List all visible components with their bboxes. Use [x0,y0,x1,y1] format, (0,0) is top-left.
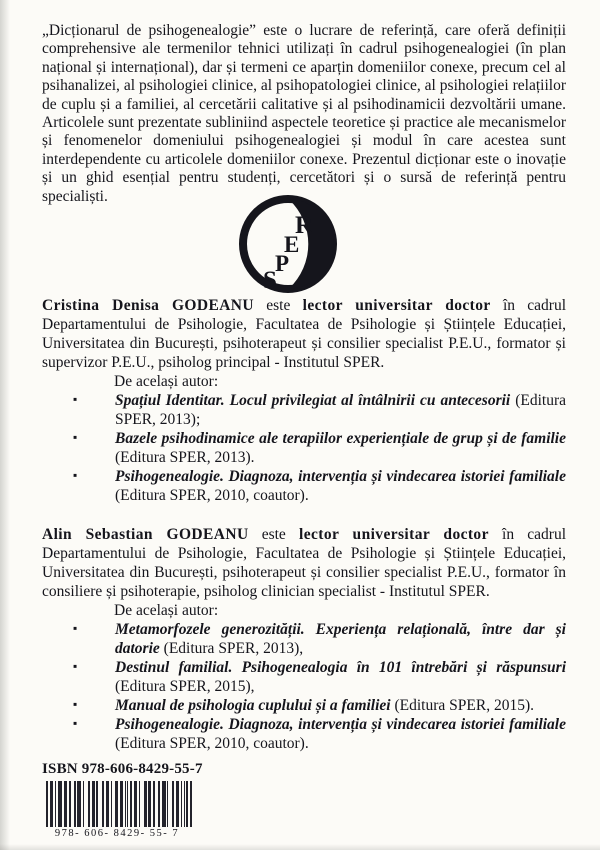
book-publisher: (Editura SPER, 2015), [115,678,255,696]
author-role: lector universitar doctor [299,526,489,544]
book-title: Manual de psihologia cuplului și a familiei [115,697,391,715]
book-publisher: (Editura SPER, 2013); [115,392,567,429]
book-title: Bazele psihodinamice ale terapiilor experiențiale de grup și de familie [115,430,566,448]
book-title: Spațiul Identitar. Locul privilegiat al întâlnirii cu antecesorii [115,392,511,410]
book-item [42,391,566,429]
book-item [42,658,566,696]
book-item [42,429,566,467]
bio-connector: este [261,526,286,544]
isbn-barcode [46,781,192,827]
book-publisher: (Editura SPER, 2013). [115,449,255,467]
book-publisher: (Editura SPER, 2010, coautor). [115,735,309,753]
bio-connector: este [266,297,291,315]
author-section-2 [42,525,566,753]
isbn-barcode-text: 978- 606- 8429- 55- 7 [54,828,180,840]
same-author-label: De același autor: [114,602,219,620]
book-title: Psihogenealogie. Diagnoza, intervenția și vindecarea istoriei familiale [115,716,566,734]
book-title: Psihogenealogie. Diagnoza, intervenția și vindecarea istoriei familiale [115,468,566,486]
isbn-label: ISBN 978-606-8429-55-7 [42,761,203,778]
logo-letter-r: R [295,212,314,240]
book-publisher: (Editura SPER, 2013), [163,640,304,658]
book-item [42,715,566,753]
book-title: Destinul familial. Psihogenealogia în 101 întrebări și răspunsuri [115,659,566,677]
description-paragraph: „Dicționarul de psihogenealogie” este o lucrare de referință, care oferă definiții comprehensive ale termenilor tehnici utilizați în cadrul psihogenealogiei (în plan național și internațional), dar și termeni ce aparțin domeniilor conexe, precum cel al psihanalizei, al psihologiei clinice, al psihopatologiei clinice, al psihologiei relațiilor de cuplu și a familiei, al cercetării calitative și al psihodinamicii dezvoltării umane. Articolele sunt prezentate subliniind aspectele teoretice și practice ale mecanismelor și fenomenelor domeniului psihogenealogiei și modul în care acestea sunt interdependente cu articolele domeniilor conexe. Prezentul dicționar este o inovație și un ghid esențial pentru studenți, cercetători și o sursă de referință pentru specialiști. [42,22,566,205]
sper-publisher-logo [238,194,338,294]
book-item [42,467,566,505]
author-section-1 [42,296,566,505]
same-author-label: De același autor: [114,373,219,391]
book-publisher: (Editura SPER, 2015). [394,697,534,715]
logo-letter-s: S [263,267,277,295]
bio-text: în cadrul Departamentului de Psihologie, Facultatea de Psihologie și Științele Educației, Universitatea din București, psihoterapeut și consilier specialist P.E.U., formator în consiliere și psihoterapie, psiholog clinician specialist - Institutul SPER. [42,526,567,601]
author-name: Cristina Denisa GODEANU [42,297,254,315]
author-bio [42,296,566,372]
book-list-1 [42,391,566,505]
author-name: Alin Sebastian GODEANU [42,526,249,544]
bio-text: în cadrul Departamentului de Psihologie, Facultatea de Psihologie și Științele Educației, Universitatea din București, psihoterapeut și consilier specialist P.E.U., formator și supervizor P.E.U., psiholog principal - Institutul SPER. [42,297,566,372]
logo-letter-p: P [275,251,290,277]
book-list-2 [42,620,566,753]
author-role: lector universitar doctor [302,297,491,315]
book-title: Metamorfozele generozității. Experiența relațională, între dar și datorie [115,621,566,658]
author-bio [42,525,566,601]
book-publisher: (Editura SPER, 2010, coautor). [115,487,309,505]
book-item [42,696,566,715]
logo-letter-e: E [284,232,300,258]
book-item [42,620,566,658]
isbn-block [42,761,566,839]
